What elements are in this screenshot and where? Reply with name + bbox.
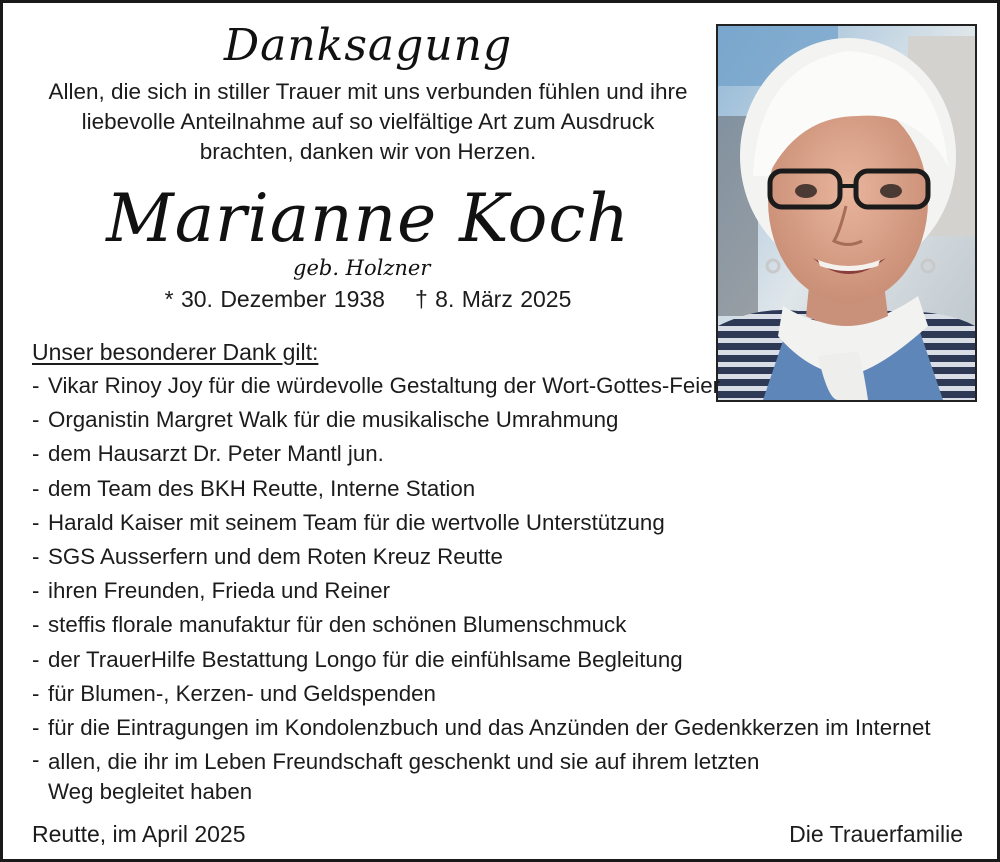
maiden-name: geb. Holzner <box>293 256 431 280</box>
list-item: - der TrauerHilfe Bestattung Longo für die einfühlsame Begleitung <box>32 643 972 677</box>
birth-date: * 30. Dezember 1938 <box>164 286 385 312</box>
list-item: - Harald Kaiser mit seinem Team für die wertvolle Unterstützung <box>32 506 972 540</box>
list-item: - steffis florale manufaktur für den schönen Blumenschmuck <box>32 608 972 642</box>
portrait-illustration <box>718 26 975 400</box>
thanks-list <box>32 369 972 807</box>
death-date: † 8. März 2025 <box>414 286 572 312</box>
intro-text: Allen, die sich in stiller Trauer mit uns verbunden fühlen und ihre liebevolle Anteilnahme auf so vielfältige Art zum Ausdruck brachten, danken wir von Herzen. <box>48 79 688 164</box>
signature: Die Trauerfamilie <box>789 821 963 847</box>
portrait-photo <box>716 24 977 402</box>
list-item: - Organistin Margret Walk für die musikalische Umrahmung <box>32 403 972 437</box>
list-item: - dem Team des BKH Reutte, Interne Station <box>32 472 972 506</box>
list-item: - ihren Freunden, Frieda und Reiner <box>32 574 972 608</box>
heading: Danksagung <box>223 20 513 71</box>
list-item: - für Blumen-, Kerzen- und Geldspenden <box>32 677 972 711</box>
list-item: - Vikar Rinoy Joy für die würdevolle Gestaltung der Wort-Gottes-Feier <box>32 369 972 403</box>
thanks-title: Unser besonderer Dank gilt: <box>32 339 319 365</box>
list-item: - für die Eintragungen im Kondolenzbuch und das Anzünden der Gedenkkerzen im Internet <box>32 711 972 745</box>
list-item: - allen, die ihr im Leben Freundschaft geschenkt und sie auf ihrem letzten Weg begleitet haben <box>32 745 808 807</box>
place-date: Reutte, im April 2025 <box>32 821 246 847</box>
list-item: - SGS Ausserfern und dem Roten Kreuz Reutte <box>32 540 972 574</box>
deceased-name: Marianne Koch <box>106 180 630 257</box>
list-item: - dem Hausarzt Dr. Peter Mantl jun. <box>32 437 972 471</box>
life-dates <box>33 284 703 314</box>
